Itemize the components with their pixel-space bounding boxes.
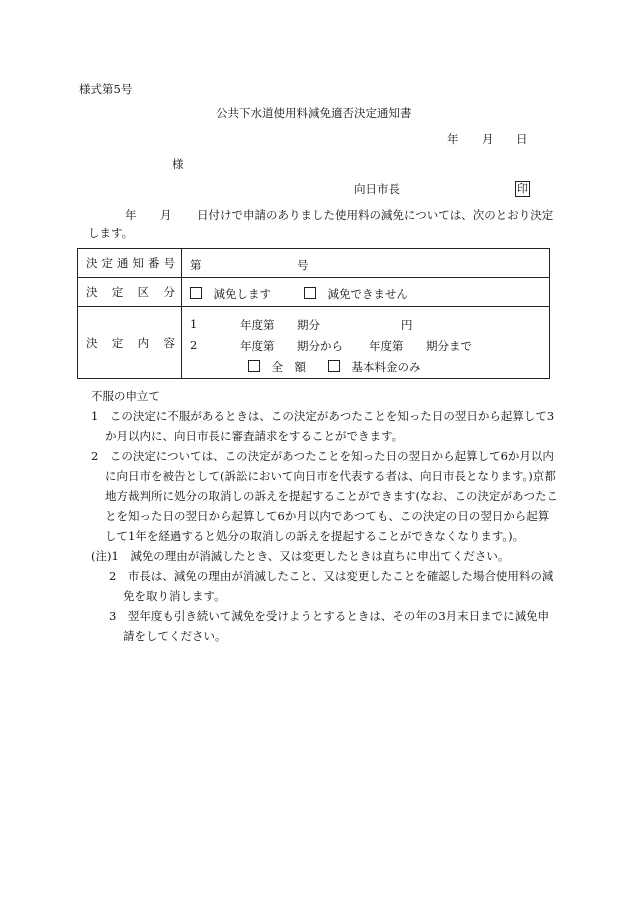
content-line1-period: 期分 — [297, 318, 320, 332]
note-item-1: (注)1 減免の理由が消滅したとき、又は変更したときは直ちに申出てください。 — [91, 549, 510, 563]
date-day: 日 — [516, 132, 528, 146]
note-item-2: 2 市長は、減免の理由が消滅したこと、又は変更したことを確認した場合使用料の減免を取り消します。 — [109, 569, 554, 603]
content-line1-num: 1 — [190, 317, 198, 331]
label-decision-content: 決 定 内 容 — [78, 307, 182, 379]
label-notice-number: 決 定 通 知 番 号 — [78, 249, 182, 278]
form-number: 様式第5号 — [79, 82, 133, 96]
objection-heading: 不服の申立て — [91, 389, 160, 403]
intro-text-cont: します。 — [88, 226, 134, 240]
decision-type-cell — [182, 278, 550, 307]
table-row — [78, 249, 550, 278]
table-row — [78, 278, 550, 307]
checkbox-icon — [248, 360, 260, 372]
notice-number-suffix: 号 — [297, 258, 309, 272]
option-approve[interactable]: 減免します — [190, 286, 271, 302]
content-line2-fiscal-to: 年度第 — [369, 339, 404, 353]
content-line2-fiscal-from: 年度第 — [240, 339, 275, 353]
objection-item-1: 1 この決定に不服があるときは、この決定があつたことを知った日の翌日から起算して3か月以内に、向日市長に審査請求をすることができます。 — [91, 409, 555, 443]
decision-table — [77, 248, 550, 379]
content-line2-period-to: 期分まで — [426, 339, 472, 353]
content-line2-period-from: 期分から — [297, 339, 343, 353]
note-item-3: 3 翌年度も引き続いて減免を受けようとするときは、その年の3月末日までに減免申請をしてください。 — [109, 609, 550, 643]
checkbox-icon — [190, 287, 202, 299]
seal-stamp: 印 — [517, 182, 528, 195]
objection-section — [80, 386, 560, 646]
document-title: 公共下水道使用料減免適否決定通知書 — [216, 106, 412, 120]
intro-text: 日付けで申請のありました使用料の減免については、次のとおり決定 — [197, 208, 554, 222]
checkbox-icon — [304, 287, 316, 299]
option-basic-fee-only[interactable]: 基本料金のみ — [328, 359, 421, 375]
content-line2-num: 2 — [190, 338, 198, 352]
date-year: 年 — [447, 132, 459, 146]
sender-name: 向日市長 — [354, 182, 400, 196]
objection-item-2: 2 この決定については、この決定があつたことを知った日の翌日から起算して6か月以内に向日市を被告として(訴訟において向日市を代表する者は、向日市長となります。)京都地方裁判所に処分の取消しの訴えを提起することができます(なお、この決定があつたことを知った日の翌日から起算して6か月以内であつても、この決定の日の翌日から起算して1年を経過すると処分の取消しの訴えを提起することができなくなります。)。 — [91, 449, 558, 543]
option-full-amount[interactable]: 全 額 — [248, 359, 306, 375]
content-line1-yen: 円 — [401, 318, 413, 332]
notice-number-prefix: 第 — [190, 258, 202, 272]
option-deny[interactable]: 減免できません — [304, 286, 408, 302]
intro-month: 月 — [160, 208, 172, 222]
date-month: 月 — [482, 132, 494, 146]
intro-year: 年 — [125, 208, 137, 222]
label-decision-type: 決 定 区 分 — [78, 278, 182, 307]
table-row — [78, 307, 550, 379]
content-line1-fiscal: 年度第 — [240, 318, 275, 332]
addressee-suffix: 様 — [172, 157, 184, 171]
checkbox-icon — [328, 360, 340, 372]
notice-number-cell — [182, 249, 550, 278]
decision-content-cell — [182, 307, 550, 379]
